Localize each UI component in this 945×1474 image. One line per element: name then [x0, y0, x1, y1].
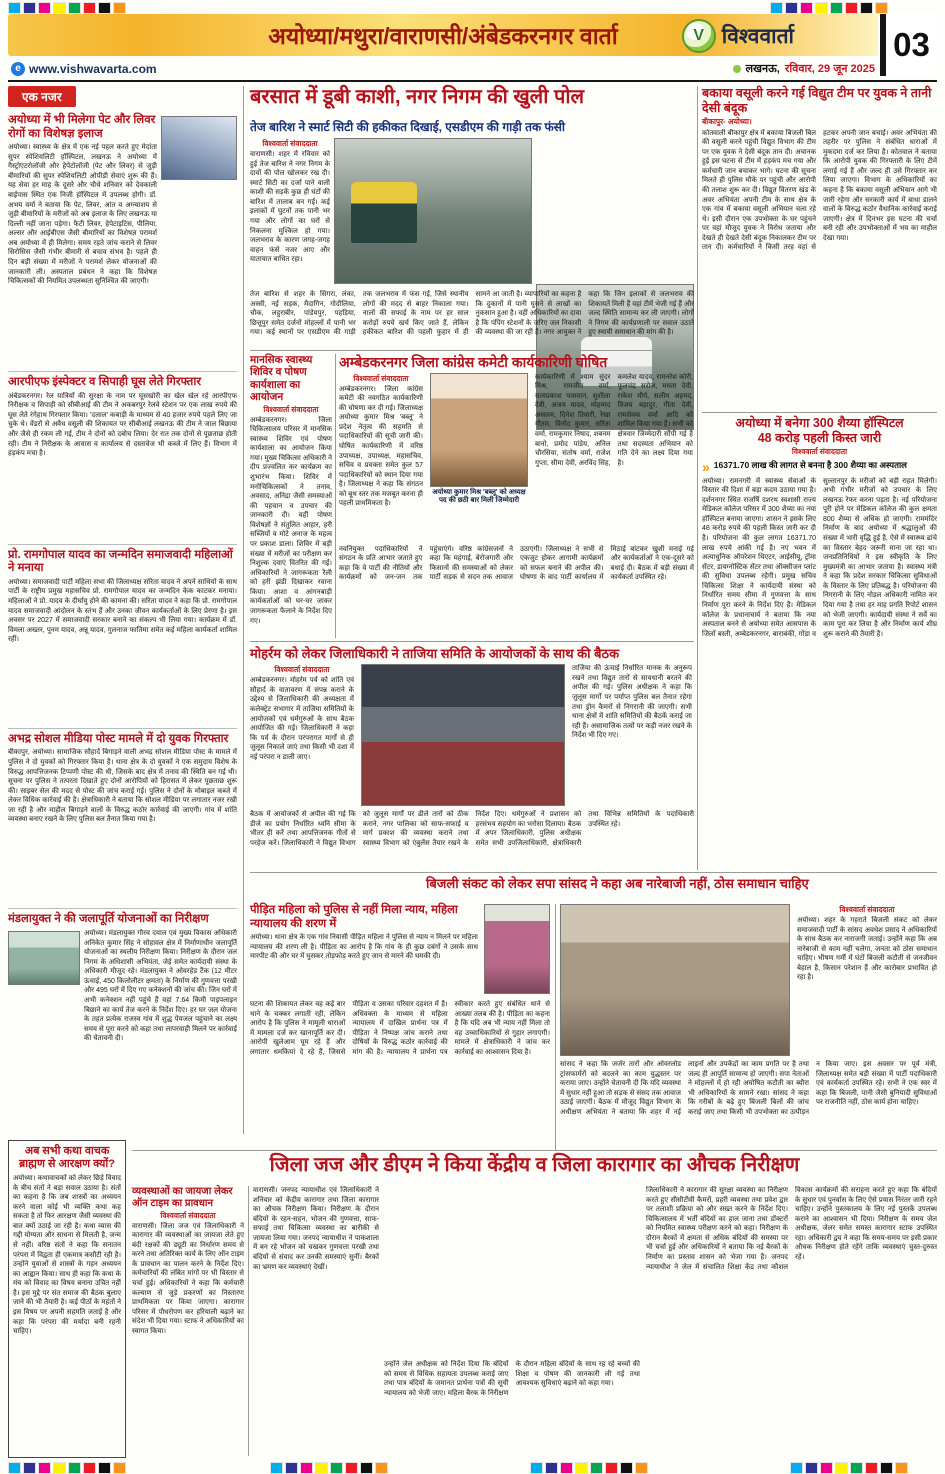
victim-body-intro: अयोध्या। थाना क्षेत्र के एक गांव निवासी पीड़ित महिला ने पुलिस से न्याय न मिलने पर महिला न्यायालय की शरण ली है। पीड़िता का आरोप है कि गांव के ही कुछ दबंगों ने उसके साथ मारपीट की और घर में घुसकर तोड़फोड़ करते हुए जान से मारने की धमकी दी। [250, 934, 478, 961]
print-color-square [375, 1462, 388, 1474]
mental-health-story [250, 354, 332, 638]
print-color-square [835, 1462, 848, 1474]
print-color-square [270, 1462, 283, 1474]
sidebar-article-4 [8, 733, 237, 905]
victim-headline: पीड़ित महिला को पुलिस से नहीं मिला न्याय, महिला न्यायालय की शरण में [250, 904, 458, 930]
vyavastha-substory [132, 1186, 244, 1456]
section-rule [250, 872, 937, 873]
print-color-square [830, 2, 843, 14]
mental-body: अम्बेडकरनगर। जिला चिकित्सालय परिसर में मानसिक स्वास्थ्य शिविर एवं पोषण कार्यशाला का आयोजन किया गया। मुख्य चिकित्सा अधिकारी ने दीप प्रज्वलित कर कार्यक्रम का शुभारंभ किया। शिविर में मनोचिकित्सकों ने तनाव, अवसाद, अनिद्रा जैसी समस्याओं की पहचान व उपचार की जानकारी दी। वहीं पोषण विशेषज्ञों ने संतुलित आहार, हरी सब्जियों व मोटे अनाज के महत्व पर प्रकाश डाला। शिविर में बड़ी संख्या में मरीजों का परीक्षण कर निशुल्क दवाएं वितरित की गईं। अधिकारियों ने जागरूकता रैली को हरी झंडी दिखाकर रवाना किया। आशा व आंगनबाड़ी कार्यकर्ताओं को घर-घर जाकर जागरूकता फैलाने के निर्देश दिए गए। [250, 416, 332, 625]
publication-date: रविवार, 29 जून 2025 [784, 63, 875, 75]
congress-body-intro: अम्बेडकरनगर। जिला कांग्रेस कमेटी की नवगठित कार्यकारिणी की घोषणा कर दी गई। जिलाध्यक्ष अयोध्या कुमार मिश्र 'बब्लू' ने प्रदेश नेतृत्व की सहमति से पदाधिकारियों की सूची जारी की। घोषित कार्यकारिणी में वरिष्ठ उपाध्यक्ष, उपाध्यक्ष, महासचिव, सचिव व प्रवक्ता समेत कुल 57 पदाधिकारियों को स्थान दिया गया है। जिलाध्यक्ष ने कहा कि संगठन को बूथ स्तर तक मजबूत करना ही पहली प्राथमिकता है। [339, 385, 423, 508]
sidebar-article-headline: प्रो. रामगोपाल यादव का जन्मदिन समाजवादी महिलाओं ने मनाया [8, 548, 233, 575]
print-color-square [23, 1462, 36, 1474]
water-scheme-photo [8, 931, 80, 985]
print-color-square [330, 1462, 343, 1474]
power-meeting-photo [560, 904, 790, 1056]
print-color-square [113, 1462, 126, 1474]
print-color-square [620, 1462, 633, 1474]
print-color-square [850, 1462, 863, 1474]
moharram-col-1 [250, 664, 354, 806]
print-color-square [805, 1462, 818, 1474]
sidebar-article-body: अयोध्या। मंडलायुक्त गौरव दयाल एवं मुख्य विकास अधिकारी अनिकेत कुमार सिंह ने सोहावल क्षेत्र में निर्माणाधीन जलापूर्ति योजनाओं का स्थलीय निरीक्षण किया। निरीक्षण के दौरान जल निगम के अधिशासी अभियंता, जेई समेत कार्यदायी संस्था के अधिकारी मौजूद रहे। मंडलायुक्त ने ओवरहेड टैंक (12 मीटर ऊंचाई, 450 किलोलीटर क्षमता) के निर्माण की गुणवत्ता परखी और 495 घरों में दिए गए कनेक्शनों की जांच की। जिन घरों में अभी कनेक्शन नहीं पहुंचे हैं वहां 7.64 किमी पाइपलाइन बिछाने का कार्य तेज करने के निर्देश दिए। हर घर जल योजना के तहत प्रत्येक राजस्व गांव में शुद्ध पेयजल पहुंचाने का लक्ष्य समय से पूरा करने को कहा तथा लापरवाही मिलने पर कार्रवाई की चेतावनी दी। [84, 929, 237, 1043]
publication-city: लखनऊ, [745, 63, 780, 75]
print-color-square [770, 2, 783, 14]
page-number [880, 14, 937, 76]
congress-photo-block [430, 373, 528, 541]
divider [8, 908, 237, 909]
doctor-photo [161, 116, 237, 180]
brand-name: विश्ववार्ता [721, 25, 794, 48]
column-rule [697, 86, 698, 870]
chevrons-icon: » [702, 458, 710, 475]
moharram-story [250, 646, 694, 868]
website-block [11, 62, 157, 76]
info-bar [8, 58, 878, 79]
sidebar-article-headline: अयोध्या में भी मिलेगा पेट और लिवर रोगों का विशेषज्ञ इलाज [8, 114, 156, 140]
section-rule [702, 412, 937, 413]
print-color-square [560, 1462, 573, 1474]
sidebar-article-3 [8, 549, 237, 724]
hospital-note-text: 16371.70 लाख की लागत से बनना है 300 शैय्या का अस्पताल [713, 459, 907, 470]
header-rule [8, 80, 937, 82]
column-rule [248, 1186, 249, 1456]
hospital-story [702, 416, 937, 870]
print-color-square [860, 2, 873, 14]
power-body-intro: अयोध्या। शहर के गहराते बिजली संकट को लेकर समाजवादी पार्टी के सांसद अवधेश प्रसाद ने अधिकारियों के साथ बैठक कर नाराजगी जताई। उन्होंने कहा कि अब नारेबाजी से काम नहीं चलेगा, जनता को ठोस समाधान चाहिए। भीषण गर्मी में घंटों बिजली कटौती से जनजीवन बेहाल है, किसान परेशान हैं और कारोबार प्रभावित हो रहा है। [797, 917, 937, 982]
jail-banner-headline: जिला जज और डीएम ने किया केंद्रीय व जिला कारागार का औचक निरीक्षण [269, 1154, 800, 1176]
sidebar-article-headline: मंडलायुक्त ने की जलापूर्ति योजनाओं का निरीक्षण [8, 913, 209, 926]
flood-street-photo [334, 138, 532, 284]
sidebar-article-5 [8, 913, 237, 1093]
masthead-title: अयोध्या/मथुरा/वाराणसी/अंबेडकरनगर वार्ता [268, 23, 618, 49]
auto-rickshaw-shape [351, 182, 418, 242]
print-color-square [815, 2, 828, 14]
lead-body-intro: वाराणसी। शहर में रविवार को हुई तेज बारिश ने नगर निगम के दावों की पोल खोलकर रख दी। स्मार्ट सिटी का दर्जा पाने वाली काशी की सड़कें कुछ ही घंटों की बारिश में तालाब बन गईं। कई इलाकों में घुटनों तक पानी भर गया और लोगों का घरों से निकलना मुश्किल हो गया। जलभराव के कारण जगह-जगह वाहन फंसे नजर आए और यातायात बाधित रहा। [250, 151, 330, 264]
print-color-bar-bottom-2 [270, 1462, 388, 1474]
print-color-square [68, 1462, 81, 1474]
congress-byline: विश्ववार्ता संवाददाता [353, 373, 409, 383]
gun-story [702, 86, 937, 410]
print-color-square [300, 1462, 313, 1474]
sidebar-article-body: अयोध्या। स्वास्थ्य के क्षेत्र में एक नई पहल करते हुए मेदांता सुपर स्पेशियलिटी हॉस्पिटल, लखनऊ ने अयोध्या में गैस्ट्रोएंटरोलॉजी और हेपेटोलॉजी (पेट और लिवर) से जुड़ी बीमारियों की सुपर स्पेशियलिटी ओपीडी सेवाएं शुरू की हैं। यह सेवा हर माह के दूसरे और चौथे शनिवार को देवकाली बाईपास स्थित एक निजी हॉस्पिटल में उपलब्ध होगी। डॉ. अभय वर्मा ने बताया कि पेट, लिवर, आंत व अग्न्याशय से जुड़ी बीमारियों के मरीजों को अब इलाज के लिए लखनऊ या दिल्ली नहीं जाना पड़ेगा। फैटी लिवर, हेपेटाइटिस, पीलिया, अल्सर और आईबीएस जैसी बीमारियों का विशेषज्ञ परामर्श अब अयोध्या में ही मिलेगा। समय रहते जांच कराने से लिवर सिरोसिस जैसी गंभीर बीमारी से बचाव संभव है। पहले ही दिन बड़ी संख्या में मरीजों ने परामर्श लेकर योजनाओं की जानकारी ली। अस्पताल प्रबंधन ने कहा कि विशेषज्ञ चिकित्सकों की नियमित उपलब्धता सुनिश्चित की जाएगी। [8, 144, 157, 286]
moharram-headline: मोहर्रम को लेकर जिलाधिकारी ने ताजिया समिति के आयोजकों के साथ की बैठक [250, 646, 620, 661]
hospital-byline: विश्ववार्ता संवाददाता [791, 446, 848, 456]
lead-first-column [250, 138, 330, 286]
print-color-square [53, 1462, 66, 1474]
print-color-square [635, 1462, 648, 1474]
power-headline: बिजली संकट को लेकर सपा सांसद ने कहा अब नारेबाजी नहीं, ठोस समाधान चाहिए [426, 876, 809, 891]
print-color-square [315, 1462, 328, 1474]
moharram-body-right: ताजिया की ऊंचाई निर्धारित मानक के अनुरूप रखने तथा विद्युत तारों से सावधानी बरतने की अपील की गई। पुलिस अधीक्षक ने कहा कि जुलूस मार्गों पर पर्याप्त पुलिस बल तैनात रहेगा तथा ड्रोन कैमरों से निगरानी की जाएगी। सभी थाना क्षेत्रों में शांति समितियों की बैठकें कराई जा रही हैं। असामाजिक तत्वों पर कड़ी नजर रखने के निर्देश भी दिए गए। [572, 665, 692, 740]
vyavastha-headline: व्यवस्थाओं का जायजा लेकर ऑन टाइम का प्रावधान [132, 1186, 233, 1209]
lead-headline: बरसात में डूबी काशी, नगर निगम की खुली पोल [250, 86, 585, 108]
print-color-square [895, 1462, 908, 1474]
divider [8, 728, 237, 729]
print-color-square [530, 1462, 543, 1474]
print-color-square [38, 1462, 51, 1474]
brand-block [682, 19, 794, 53]
moharram-body-bottom: बैठक में आयोजकों से अपील की गई कि डीजे का प्रयोग निर्धारित ध्वनि सीमा के भीतर ही करें तथा आपत्तिजनक गीतों से परहेज करें। जिलाधिकारी ने विद्युत विभाग को जुलूस मार्गों पर ढीले तारों को ठीक कराने, नगर पालिका को साफ-सफाई व मार्ग प्रकाश की व्यवस्था कराने तथा स्वास्थ्य विभाग को एंबुलेंस तैयार रखने के निर्देश दिए। धर्मगुरुओं ने प्रशासन को हरसंभव सहयोग का भरोसा दिलाया। बैठक में अपर जिलाधिकारी, पुलिस अधीक्षक समेत सभी उपजिलाधिकारी, क्षेत्राधिकारी तथा विभिन्न समितियों के पदाधिकारी उपस्थित रहे। [250, 811, 694, 848]
print-color-square [545, 1462, 558, 1474]
hospital-headline-line1: अयोध्या में बनेगा 300 शैय्या हॉस्पिटल [735, 416, 904, 430]
power-byline: विश्ववार्ता संवाददाता [839, 905, 895, 914]
victim-woman-photo [484, 904, 550, 994]
ek-najar-badge: एक नजर [8, 86, 76, 107]
sidebar-article-1 [8, 114, 237, 367]
katha-box [8, 1140, 126, 1458]
jail-body-below-photo: उन्होंने जेल अधीक्षक को निर्देश दिया कि बंदियों को समय से विधिक सहायता उपलब्ध कराई जाए तथा पात्र बंदियों के जमानत प्रार्थना पत्रों की सूची न्यायालय को भेजी जाए। महिला बैरक के निरीक्षण के दौरान महिला बंदियों के साथ रह रहे बच्चों की शिक्षा व पोषण की जानकारी ली गई तथा आवश्यक सुविधाएं बढ़ाने को कहा गया। [384, 1361, 640, 1397]
sidebar-article-2 [8, 376, 237, 540]
print-color-square [790, 1462, 803, 1474]
print-color-bar-top-right [770, 2, 888, 14]
gun-body: कोतवाली बीकापुर क्षेत्र में बकाया बिजली बिल की वसूली करने पहुंची विद्युत विभाग की टीम पर एक युवक ने देसी बंदूक तान दी। अचानक हुई इस घटना से टीम में हड़कंप मच गया और कर्मचारी जान बचाकर भागे। घटना की सूचना मिलते ही पुलिस मौके पर पहुंची और आरोपी की तलाश शुरू कर दी। विद्युत वितरण खंड के अवर अभियंता अपनी टीम के साथ क्षेत्र के एक गांव में बकाया वसूली अभियान चला रहे थे। इसी दौरान एक उपभोक्ता के घर पहुंचने पर वहां मौजूद युवक ने विरोध जताया और देखते ही देखते देसी बंदूक निकालकर टीम पर तान दी। कर्मचारियों ने किसी तरह वहां से हटकर अपनी जान बचाई। अवर अभियंता की तहरीर पर पुलिस ने संबंधित धाराओं में मुकदमा दर्ज कर लिया है। कोतवाल ने बताया कि आरोपी युवक की गिरफ्तारी के लिए टीमें लगाई गई हैं और जल्द ही उसे गिरफ्तार कर लिया जाएगा। विभाग के अधिकारियों का कहना है कि बकाया वसूली अभियान आगे भी जारी रहेगा और सरकारी कार्य में बाधा डालने वालों के विरुद्ध कठोर वैधानिक कार्रवाई कराई जाएगी। क्षेत्र में दिनभर इस घटना की चर्चा बनी रही और उपभोक्ताओं में भय का माहौल देखा गया। [702, 129, 937, 252]
power-body: सांसद ने कहा कि जर्जर तारों और ओवरलोड ट्रांसफार्मरों को बदलने का काम युद्धस्तर पर कराया जाए। उन्होंने चेतावनी दी कि यदि व्यवस्था में सुधार नहीं हुआ तो सड़क से संसद तक आवाज उठाई जाएगी। बैठक में मौजूद विद्युत विभाग के अधीक्षण अभियंता ने बताया कि शहर में नई लाइनों और उपकेंद्रों का काम प्रगति पर है तथा जल्द ही आपूर्ति सामान्य हो जाएगी। सपा नेताओं ने मोहल्लों में हो रही अघोषित कटौती का ब्यौरा भी अधिकारियों के सामने रखा। सांसद ने कहा कि गरीबों के बढ़े हुए बिजली बिलों की जांच कराई जाए तथा किसी भी उपभोक्ता का उत्पीड़न न किया जाए। इस अवसर पर पूर्व मंत्री, जिलाध्यक्ष समेत बड़ी संख्या में पार्टी पदाधिकारी एवं कार्यकर्ता उपस्थित रहे। सभी ने एक स्वर में कहा कि बिजली, पानी जैसी बुनियादी सुविधाओं पर राजनीति नहीं, ठोस कार्य होना चाहिए। [560, 1061, 937, 1116]
congress-body: नवनियुक्त पदाधिकारियों ने संगठन के प्रति आभार जताते हुए कहा कि वे पार्टी की नीतियों और कार्यक्रमों को जन-जन तक पहुंचाएंगे। वरिष्ठ कांग्रेसजनों ने कहा कि महंगाई, बेरोजगारी और किसानों की समस्याओं को लेकर पार्टी सड़क से सदन तक आवाज उठाएगी। जिलाध्यक्ष ने सभी से एकजुट होकर आगामी कार्यक्रमों को सफल बनाने की अपील की। घोषणा के बाद पार्टी कार्यालय में मिठाई बांटकर खुशी मनाई गई और कार्यकर्ताओं ने एक-दूसरे को बधाई दी। बैठक में बड़ी संख्या में कार्यकर्ता उपस्थित रहे। [339, 545, 694, 582]
globe-icon: e [11, 62, 25, 76]
gun-headline: बकाया वसूली करने गई विद्युत टीम पर युवक ने तानी देसी बंदूक [702, 86, 932, 115]
print-color-bar-bottom-1 [8, 1462, 126, 1474]
print-color-square [113, 2, 126, 14]
section-rule [250, 350, 694, 351]
moharram-meeting-photo [361, 664, 565, 806]
print-color-square [800, 2, 813, 14]
vishwavarta-logo-icon: V [682, 19, 716, 53]
victim-head-block [250, 904, 478, 996]
victim-body: घटना की शिकायत लेकर वह कई बार थाने के चक्कर लगाती रही, लेकिन आरोप है कि पुलिस ने मामूली धाराओं में मामला दर्ज कर खानापूर्ति कर दी। आरोपी खुलेआम घूम रहे हैं और लगातार धमकियां दे रहे हैं, जिससे पीड़िता व उसका परिवार दहशत में है। अधिवक्ता के माध्यम से महिला न्यायालय में दाखिल प्रार्थना पत्र में पीड़िता ने निष्पक्ष जांच कराने तथा दोषियों के विरुद्ध कठोर कार्रवाई की मांग की है। न्यायालय ने प्रार्थना पत्र स्वीकार करते हुए संबंधित थाने से आख्या तलब की है। पीड़िता का कहना है कि यदि अब भी न्याय नहीं मिला तो वह उच्चाधिकारियों से गुहार लगाएगी। मामले में क्षेत्राधिकारी ने जांच कर कार्रवाई का आश्वासन दिया है। [250, 1001, 550, 1056]
vyavastha-byline: विश्ववार्ता संवाददाता [160, 1210, 216, 1220]
sidebar-article-body: अयोध्या। समाजवादी पार्टी महिला सभा की जिलाध्यक्ष सरिता यादव ने अपने साथियों के साथ पार्टी के राष्ट्रीय प्रमुख महासचिव प्रो. रामगोपाल यादव का जन्मदिन केक काटकर मनाया। महिलाओं ने प्रो. यादव के दीर्घायु होने की कामना की। सरिता यादव ने कहा कि प्रो. रामगोपाल यादव समाजवादी आंदोलन के स्तंभ हैं और उनका जीवन कार्यकर्ताओं के लिए प्रेरणा है। इस अवसर पर 2027 में समाजवादी सरकार बनाने का संकल्प भी लिया गया। कार्यक्रम में डॉ. विमला अख्तर, पूनम यादव, अन्नू यादव, गुलनाज फातिमा समेत कई महिला कार्यकर्ता शामिल रहीं। [8, 578, 237, 644]
sidebar-ek-najar [8, 86, 244, 1134]
jail-body-col1: वाराणसी। जनपद न्यायाधीश एवं जिलाधिकारी ने शनिवार को केंद्रीय कारागार तथा जिला कारागार का औचक निरीक्षण किया। निरीक्षण के दौरान बंदियों के रहन-सहन, भोजन की गुणवत्ता, साफ-सफाई तथा चिकित्सा व्यवस्था का बारीकी से जायजा लिया गया। जनपद न्यायाधीश ने पाकशाला में बन रहे भोजन को चखकर गुणवत्ता परखी तथा बंदियों से संवाद कर उनकी समस्याएं सुनीं। बैरकों का भ्रमण कर व्यवस्थाएं देखीं। [253, 1187, 379, 1271]
print-color-square [83, 1462, 96, 1474]
bullet-icon [733, 65, 741, 73]
hospital-highlight-note [702, 460, 937, 474]
website-link[interactable]: www.vishwavarta.com [29, 61, 157, 76]
print-color-square [345, 1462, 358, 1474]
print-color-bar-bottom-3 [530, 1462, 648, 1474]
section-rule [132, 1150, 937, 1151]
congress-president-photo [430, 373, 528, 487]
sidebar-article-headline: आरपीएफ इंस्पेक्टर व सिपाही घूस लेते गिरफ्तार [8, 376, 202, 389]
power-story [560, 904, 937, 1150]
katha-headline: अब सभी कथा वाचक ब्राह्मण से आरक्षण क्यों? [19, 1145, 115, 1170]
print-color-square [845, 2, 858, 14]
print-color-bar-bottom-4 [790, 1462, 908, 1474]
moharram-byline: विश्ववार्ता संवाददाता [274, 665, 330, 675]
print-color-square [605, 1462, 618, 1474]
hospital-headline-line2: 48 करोड़ पहली किस्त जारी [757, 430, 882, 445]
print-color-square [880, 1462, 893, 1474]
print-color-square [590, 1462, 603, 1474]
section-rule [250, 641, 694, 642]
print-color-square [8, 2, 21, 14]
divider [8, 371, 237, 372]
print-color-square [875, 2, 888, 14]
print-color-square [68, 2, 81, 14]
moharram-body-intro: अम्बेडकरनगर। मोहर्रम पर्व को शांति एवं सौहार्द के वातावरण में संपन्न कराने के उद्देश्य से जिलाधिकारी की अध्यक्षता में कलेक्ट्रेट सभागार में ताजिया समितियों के आयोजकों एवं धर्मगुरुओं के साथ बैठक आयोजित की गई। जिलाधिकारी ने कहा कि पर्व के दौरान परंपरागत मार्गों से ही जुलूस निकाले जाएं तथा किसी भी दशा में नई परंपरा न डाली जाए। [250, 677, 354, 761]
print-color-square [98, 1462, 111, 1474]
hospital-body: अयोध्या। रामनगरी में स्वास्थ्य सेवाओं के विस्तार की दिशा में बड़ा कदम उठाया गया है। दर्शननगर स्थित राजर्षि दशरथ स्वशासी राज्य मेडिकल कॉलेज परिसर में 300 शैय्या का नया हॉस्पिटल बनाया जाएगा। शासन ने इसके लिए 48 करोड़ रुपये की पहली किस्त जारी कर दी है। परियोजना की कुल लागत 16371.70 लाख रुपये आंकी गई है। नए भवन में अत्याधुनिक ऑपरेशन थिएटर, आईसीयू, ट्रॉमा सेंटर, डायग्नोस्टिक सेंटर तथा ऑक्सीजन प्लांट की सुविधा उपलब्ध रहेगी। प्रमुख सचिव चिकित्सा शिक्षा ने कार्यदायी संस्था को निर्धारित समय सीमा में गुणवत्ता के साथ निर्माण पूरा करने के निर्देश दिए हैं। मेडिकल कॉलेज के प्रधानाचार्य ने बताया कि नया अस्पताल बनने से अयोध्या समेत आसपास के जिलों बस्ती, अम्बेडकरनगर, बाराबंकी, गोंडा व सुल्तानपुर के मरीजों को बड़ी राहत मिलेगी। अभी गंभीर मरीजों को उपचार के लिए लखनऊ रेफर करना पड़ता है। नई परियोजना पूरी होने पर मेडिकल कॉलेज की कुल क्षमता 800 शैय्या से अधिक हो जाएगी। राममंदिर निर्माण के बाद अयोध्या में श्रद्धालुओं की संख्या में भारी वृद्धि हुई है, ऐसे में स्वास्थ्य ढांचे का विस्तार बेहद जरूरी माना जा रहा था। जनप्रतिनिधियों ने इस स्वीकृति के लिए मुख्यमंत्री का आभार जताया है। स्वास्थ्य मंत्री ने कहा कि प्रदेश सरकार चिकित्सा सुविधाओं के विस्तार के लिए प्रतिबद्ध है। परियोजना की निगरानी के लिए नोडल अधिकारी नामित कर दिया गया है तथा हर माह प्रगति रिपोर्ट शासन को भेजी जाएगी। कार्यदायी संस्था ने सर्वे का काम पूरा कर लिया है और निर्माण कार्य शीघ्र शुरू कराने की तैयारी है। [702, 477, 937, 638]
print-color-square [285, 1462, 298, 1474]
congress-photo-caption: अयोध्या कुमार मिश्र 'बब्लू' को अध्यक्ष पद की छठी बार मिली जिम्मेदारी [432, 488, 526, 505]
page-number-value: 03 [893, 26, 930, 63]
publication-info [733, 61, 875, 76]
print-color-square [38, 2, 51, 14]
lead-byline: विश्ववार्ता संवाददाता [262, 139, 318, 148]
gun-dateline: बीकापुर- अयोध्या। [702, 116, 752, 126]
victim-story [250, 904, 550, 1150]
katha-body: अयोध्या। कथावाचकों को लेकर छिड़े विवाद के बीच संतों ने बड़ा सवाल उठाया है। संतों का कहना है कि जब शास्त्रों का अध्ययन करने वाला कोई भी व्यक्ति कथा कह सकता है तो फिर आरक्षण जैसी व्यवस्था की बात क्यों उठाई जा रही है। कथा व्यास की गद्दी योग्यता और साधना से मिलती है, जन्म से नहीं। वरिष्ठ संतों ने कहा कि सनातन परंपरा में विद्वता ही एकमात्र कसौटी रही है। उन्होंने युवाओं से शास्त्रों के गहन अध्ययन का आह्वान किया। साथ ही कहा कि कथा के मंच को विवाद का विषय बनाना उचित नहीं है। इस मुद्दे पर संत समाज की बैठक बुलाए जाने की भी तैयारी है। कई पीठों के महंतों ने इस विषय पर अपनी सहमति जताई है और कहा कि परंपरा की मर्यादा बनी रहनी चाहिए। [13, 1174, 121, 1336]
sidebar-article-headline: अभद्र सोशल मीडिया पोस्ट मामले में दो युवक गिरफ्तार [8, 732, 229, 745]
sidebar-article-body: अंबेडकरनगर। रेल यात्रियों की सुरक्षा के नाम पर घूसखोरी का खेल खेल रहे आरपीएफ निरीक्षक व सिपाही को सीबीआई की टीम ने अकबरपुर रेलवे स्टेशन पर एक लाख रुपये की घूस लेते रंगेहाथ गिरफ्तार किया। 'दलाल' कबाड़ी के माध्यम से 40 हजार रुपये पहले लिए जा चुके थे। वेंडरों से अवैध वसूली की शिकायत पर सीबीआई लखनऊ की टीम ने जाल बिछाया और जैसे ही रकम ली गई, टीम ने दोनों को दबोच लिया। देर रात तक दोनों से पूछताछ होती रही। टीम ने निरीक्षक के आवास व कार्यालय से दस्तावेज भी कब्जे में लिए हैं। विभाग में हड़कंप मचा है। [8, 392, 237, 458]
print-color-square [83, 2, 96, 14]
mental-headline: मानसिक स्वास्थ्य शिविर व पोषण कार्यशाला का आयोजन [250, 354, 313, 404]
masthead-band [8, 14, 878, 56]
print-color-square [8, 1462, 21, 1474]
lead-body: तेज बारिश से शहर के सिगरा, लंका, अस्सी, नई सड़क, मैदागिन, गोदौलिया, चौक, लहुराबीर, पांडेयपुर, पहड़िया, छित्तूपुर समेत दर्जनों मोहल्लों में पानी भर गया। कई स्थानों पर एसडीएम की गाड़ी तक जलभराव में फंस गई, जिसे स्थानीय लोगों की मदद से बाहर निकाला गया। नालों की सफाई के नाम पर हर साल करोड़ों रुपये खर्च किए जाते हैं, लेकिन हकीकत बारिश की पहली फुहार में ही सामने आ जाती है। व्यापारियों का कहना है कि दुकानों में पानी घुसने से लाखों का नुकसान हुआ है। वहीं अधिकारियों का दावा है कि पंपिंग स्टेशनों के जरिए जल निकासी की व्यवस्था की जा रही है। नगर आयुक्त ने कहा कि जिन इलाकों से जलभराव की शिकायतें मिली हैं वहां टीमें भेजी गई हैं और जल्द स्थिति सामान्य कर ली जाएगी। लोगों ने निगम की कार्यप्रणाली पर सवाल उठाते हुए स्थायी समाधान की मांग की है। [250, 291, 694, 337]
congress-col-1 [339, 373, 423, 541]
print-color-square [53, 2, 66, 14]
print-color-square [23, 2, 36, 14]
vyavastha-body: वाराणसी। जिला जज एवं जिलाधिकारी ने कारागार की व्यवस्थाओं का जायजा लेते हुए बंदी रक्षकों की ड्यूटी का निर्धारण समय से करने तथा अतिरिक्त कार्य के लिए ऑन टाइम के प्रावधान का पालन करने के निर्देश दिए। कर्मचारियों की लंबित मांगों पर भी विस्तार से चर्चा हुई। अधिकारियों ने कहा कि कर्मचारी कल्याण से जुड़े प्रकरणों का निस्तारण प्राथमिकता पर किया जाएगा। कारागार परिसर में पौधरोपण कर हरियाली बढ़ाने का संदेश भी दिया गया। स्टाफ ने अधिकारियों का स्वागत किया। [132, 1222, 244, 1335]
lead-subhead: तेज बारिश ने स्मार्ट सिटी की हकीकत दिखाई, एसडीएम की गाड़ी तक फंसी [250, 120, 565, 134]
print-color-square [360, 1462, 373, 1474]
column-rule [555, 904, 556, 1150]
print-color-square [785, 2, 798, 14]
print-color-square [98, 2, 111, 14]
jail-body-col2: जिलाधिकारी ने कारागार की सुरक्षा व्यवस्था का निरीक्षण करते हुए सीसीटीवी कैमरों, प्रहरी व्यवस्था तथा प्रवेश द्वार पर तलाशी प्रक्रिया को और सख्त करने के निर्देश दिए। चिकित्सालय में भर्ती बंदियों का हाल जाना तथा डॉक्टरों को नियमित स्वास्थ्य परीक्षण करने को कहा। निरीक्षण के दौरान बैरकों में क्षमता से अधिक बंदियों की समस्या पर भी चर्चा हुई और अधिकारियों ने बताया कि नई बैरकों के निर्माण का प्रस्ताव शासन को भेजा गया है। जनपद न्यायाधीश ने जेल में संचालित शिक्षा केंद्र तथा कौशल विकास कार्यक्रमों की सराहना करते हुए कहा कि बंदियों के सुधार एवं पुनर्वास के लिए ऐसे प्रयास निरंतर जारी रहने चाहिए। उन्होंने पुस्तकालय के लिए नई पुस्तकें उपलब्ध कराने का आश्वासन भी दिया। निरीक्षण के समय जेल अधीक्षक, जेलर समेत समस्त कारागार स्टाफ उपस्थित रहा। अधिकारी द्वय ने कहा कि समय-समय पर इसी प्रकार औचक निरीक्षण होते रहेंगे ताकि व्यवस्थाएं चुस्त-दुरुस्त रहें। [646, 1187, 937, 1271]
divider [8, 544, 237, 545]
print-color-square [575, 1462, 588, 1474]
print-color-bar-top-left [8, 2, 126, 14]
print-color-square [820, 1462, 833, 1474]
congress-headline: अम्बेडकरनगर जिला कांग्रेस कमेटी कार्यकारिणी घोषित [339, 354, 608, 370]
congress-names-list: कार्यकारिणी में श्याम सुंदर मिश्र, रामजीत वर्मा, सत्यप्रकाश पासवान, सुशीला देवी, अजय यादव, मोहम्मद असलम, दिनेश तिवारी, रेखा गौतम, विनोद कुमार, सरिता वर्मा, रामकुमार निषाद, शबनम बानो, प्रमोद पांडेय, अनिल चौरसिया, संतोष वर्मा, राजेश गुप्ता, सीमा देवी, अरविंद सिंह, कमलेश यादव, रामनरेश कोरी, फूलचंद्र सरोज, ममता देवी, राकेश मौर्य, सलीम अहमद, विजय बहादुर, गीता देवी, रामसेवक वर्मा आदि को शामिल किया गया है। सभी को क्षेत्रवार जिम्मेदारी सौंपी गई है तथा सदस्यता अभियान को गति देने का लक्ष्य दिया गया है। [535, 373, 693, 467]
print-color-square [865, 1462, 878, 1474]
column-rule [335, 354, 336, 638]
congress-story [339, 354, 694, 638]
mental-byline: विश्ववार्ता संवाददाता [263, 404, 319, 414]
power-right-col [797, 904, 937, 1056]
sidebar-article-body: बीकापुर, अयोध्या। सामाजिक सौहार्द बिगाड़ने वाली अभद्र सोशल मीडिया पोस्ट के मामले में पुलिस ने दो युवकों को गिरफ्तार किया है। थाना क्षेत्र के दो युवकों ने एक समुदाय विशेष के विरुद्ध आपत्तिजनक टिप्पणी पोस्ट की थी, जिसके बाद क्षेत्र में तनाव की स्थिति बन गई थी। सूचना पर पुलिस ने तत्परता दिखाते हुए दोनों आरोपियों को हिरासत में लेकर पूछताछ शुरू की। साइबर सेल की मदद से पोस्ट की जांच कराई गई। पुलिस ने दोनों के मोबाइल कब्जे में लेकर विधिक कार्रवाई की है। क्षेत्राधिकारी ने बताया कि सोशल मीडिया पर लगातार नजर रखी जा रही है और माहौल बिगाड़ने वालों के विरुद्ध कठोर कार्रवाई की जाएगी। गांव में शांति व्यवस्था बनाए रखने के लिए पुलिस बल तैनात किया गया है। [8, 749, 237, 824]
